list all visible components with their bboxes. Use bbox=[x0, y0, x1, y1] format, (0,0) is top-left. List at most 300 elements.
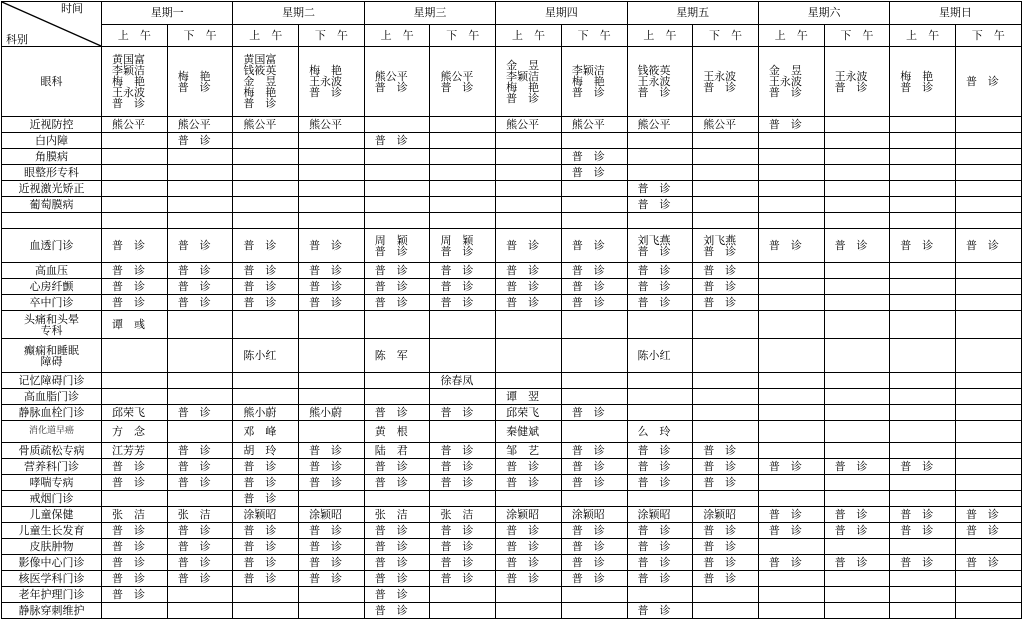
schedule-cell: 普 诊 bbox=[561, 459, 627, 475]
schedule-cell bbox=[430, 133, 496, 149]
schedule-cell bbox=[167, 197, 233, 213]
schedule-cell bbox=[561, 491, 627, 507]
schedule-cell bbox=[824, 133, 890, 149]
schedule-cell: 普 诊 bbox=[102, 459, 168, 475]
schedule-cell: 普 诊 bbox=[758, 507, 824, 523]
clinic-schedule-table bbox=[1, 1, 1022, 619]
schedule-cell bbox=[824, 339, 890, 373]
table-row bbox=[2, 295, 1022, 311]
table-row bbox=[2, 181, 1022, 197]
dept-name-cell: 眼整形专科 bbox=[2, 165, 102, 181]
schedule-cell: 涂颖昭 bbox=[233, 507, 299, 523]
schedule-cell: 普 诊 bbox=[496, 523, 562, 539]
schedule-cell: 普 诊 bbox=[167, 555, 233, 571]
schedule-cell: 普 诊 bbox=[233, 539, 299, 555]
schedule-cell: 王永波 普 诊 bbox=[693, 47, 759, 117]
schedule-cell: 熊公平 bbox=[627, 117, 693, 133]
schedule-cell: 谭 翌 bbox=[496, 389, 562, 405]
schedule-cell: 普 诊 bbox=[561, 165, 627, 181]
schedule-cell bbox=[758, 587, 824, 603]
schedule-cell bbox=[233, 587, 299, 603]
schedule-cell bbox=[102, 133, 168, 149]
schedule-cell: 普 诊 bbox=[364, 555, 430, 571]
schedule-cell: 普 诊 bbox=[430, 571, 496, 587]
schedule-cell: 涂颖昭 bbox=[627, 507, 693, 523]
half-day-header-row bbox=[2, 24, 1022, 47]
table-row bbox=[2, 523, 1022, 539]
schedule-cell: 江芳芳 bbox=[102, 443, 168, 459]
schedule-cell bbox=[430, 491, 496, 507]
schedule-cell: 黄国富 李颖洁 梅 艳 王永波 普 诊 bbox=[102, 47, 168, 117]
schedule-cell bbox=[890, 421, 956, 443]
schedule-cell: 普 诊 bbox=[430, 405, 496, 421]
schedule-cell: 普 诊 bbox=[167, 229, 233, 263]
schedule-cell bbox=[693, 165, 759, 181]
schedule-cell bbox=[890, 339, 956, 373]
dept-name-cell: 静脉血栓门诊 bbox=[2, 405, 102, 421]
dept-name-cell: 哮喘专病 bbox=[2, 475, 102, 491]
schedule-cell: 普 诊 bbox=[364, 279, 430, 295]
dept-name-cell: 心房纤颤 bbox=[2, 279, 102, 295]
schedule-cell: 普 诊 bbox=[693, 279, 759, 295]
schedule-cell bbox=[693, 587, 759, 603]
dept-name-cell: 消化道早癌 bbox=[2, 421, 102, 443]
schedule-cell: 普 诊 bbox=[233, 459, 299, 475]
schedule-cell: 张 洁 bbox=[364, 507, 430, 523]
schedule-cell bbox=[955, 571, 1021, 587]
schedule-cell: 普 诊 bbox=[496, 229, 562, 263]
dept-name-cell: 葡萄膜病 bbox=[2, 197, 102, 213]
schedule-cell: 邱荣飞 bbox=[102, 405, 168, 421]
schedule-cell bbox=[955, 279, 1021, 295]
schedule-cell bbox=[693, 389, 759, 405]
schedule-cell: 普 诊 bbox=[758, 459, 824, 475]
schedule-cell bbox=[233, 165, 299, 181]
schedule-cell: 普 诊 bbox=[824, 229, 890, 263]
schedule-cell: 普 诊 bbox=[693, 475, 759, 491]
schedule-cell: 普 诊 bbox=[627, 459, 693, 475]
schedule-cell: 普 诊 bbox=[299, 523, 365, 539]
schedule-cell: 普 诊 bbox=[233, 555, 299, 571]
schedule-cell bbox=[561, 197, 627, 213]
schedule-cell: 普 诊 bbox=[758, 523, 824, 539]
schedule-cell: 普 诊 bbox=[824, 459, 890, 475]
schedule-cell bbox=[824, 279, 890, 295]
schedule-cell bbox=[430, 197, 496, 213]
table-row bbox=[2, 603, 1022, 619]
schedule-cell bbox=[102, 165, 168, 181]
schedule-cell bbox=[102, 213, 168, 229]
schedule-cell bbox=[824, 373, 890, 389]
schedule-cell: 普 诊 bbox=[693, 523, 759, 539]
schedule-cell bbox=[890, 373, 956, 389]
schedule-cell bbox=[890, 149, 956, 165]
schedule-cell: 普 诊 bbox=[758, 555, 824, 571]
schedule-cell bbox=[561, 213, 627, 229]
afternoon-header: 下 午 bbox=[693, 24, 759, 47]
table-row bbox=[2, 339, 1022, 373]
schedule-cell bbox=[758, 279, 824, 295]
schedule-cell bbox=[890, 571, 956, 587]
schedule-cell bbox=[430, 311, 496, 339]
schedule-cell bbox=[496, 373, 562, 389]
schedule-cell bbox=[167, 603, 233, 619]
schedule-cell bbox=[758, 181, 824, 197]
schedule-cell: 熊公平 普 诊 bbox=[364, 47, 430, 117]
schedule-cell: 普 诊 bbox=[364, 295, 430, 311]
schedule-cell bbox=[955, 475, 1021, 491]
schedule-cell bbox=[496, 133, 562, 149]
schedule-cell: 普 诊 bbox=[167, 279, 233, 295]
schedule-cell: 刘飞燕 普 诊 bbox=[693, 229, 759, 263]
schedule-cell: 金 昱 李颖洁 梅 艳 普 诊 bbox=[496, 47, 562, 117]
schedule-cell bbox=[627, 149, 693, 165]
schedule-cell: 普 诊 bbox=[167, 523, 233, 539]
schedule-cell: 普 诊 bbox=[890, 523, 956, 539]
schedule-cell: 普 诊 bbox=[627, 295, 693, 311]
schedule-cell: 熊小蔚 bbox=[299, 405, 365, 421]
schedule-cell: 普 诊 bbox=[430, 555, 496, 571]
schedule-cell bbox=[167, 339, 233, 373]
corner-cell bbox=[2, 2, 102, 47]
schedule-cell bbox=[627, 311, 693, 339]
schedule-cell bbox=[299, 311, 365, 339]
schedule-cell: 普 诊 bbox=[693, 571, 759, 587]
schedule-cell bbox=[824, 443, 890, 459]
schedule-cell: 熊小蔚 bbox=[233, 405, 299, 421]
schedule-cell: 普 诊 bbox=[102, 587, 168, 603]
schedule-cell bbox=[955, 587, 1021, 603]
schedule-cell bbox=[233, 149, 299, 165]
afternoon-header: 下 午 bbox=[430, 24, 496, 47]
schedule-cell bbox=[496, 149, 562, 165]
table-row bbox=[2, 491, 1022, 507]
schedule-cell: 普 诊 bbox=[299, 555, 365, 571]
schedule-cell: 普 诊 bbox=[102, 539, 168, 555]
schedule-cell bbox=[758, 373, 824, 389]
schedule-cell: 普 诊 bbox=[299, 443, 365, 459]
schedule-cell bbox=[299, 181, 365, 197]
schedule-cell bbox=[430, 117, 496, 133]
dept-name-cell: 角膜病 bbox=[2, 149, 102, 165]
schedule-cell bbox=[693, 491, 759, 507]
schedule-cell: 徐春凤 bbox=[430, 373, 496, 389]
schedule-cell bbox=[890, 263, 956, 279]
morning-header: 上 午 bbox=[496, 24, 562, 47]
schedule-cell bbox=[496, 197, 562, 213]
morning-header: 上 午 bbox=[102, 24, 168, 47]
schedule-cell: 钱筱英 王永波 普 诊 bbox=[627, 47, 693, 117]
schedule-cell bbox=[561, 373, 627, 389]
table-row bbox=[2, 475, 1022, 491]
schedule-cell: 普 诊 bbox=[693, 295, 759, 311]
schedule-cell bbox=[561, 311, 627, 339]
schedule-cell bbox=[693, 181, 759, 197]
schedule-cell: 普 诊 bbox=[364, 539, 430, 555]
afternoon-header: 下 午 bbox=[299, 24, 365, 47]
table-row bbox=[2, 389, 1022, 405]
schedule-cell bbox=[364, 117, 430, 133]
table-row bbox=[2, 133, 1022, 149]
schedule-cell: 普 诊 bbox=[627, 197, 693, 213]
schedule-cell: 普 诊 bbox=[627, 555, 693, 571]
dept-name-cell: 老年护理门诊 bbox=[2, 587, 102, 603]
schedule-cell bbox=[824, 117, 890, 133]
schedule-cell bbox=[955, 149, 1021, 165]
schedule-cell bbox=[627, 165, 693, 181]
schedule-cell: 普 诊 bbox=[955, 47, 1021, 117]
schedule-cell: 普 诊 bbox=[627, 475, 693, 491]
dept-name-cell: 影像中心门诊 bbox=[2, 555, 102, 571]
schedule-cell bbox=[430, 389, 496, 405]
schedule-cell bbox=[627, 389, 693, 405]
morning-header: 上 午 bbox=[364, 24, 430, 47]
schedule-cell: 普 诊 bbox=[824, 555, 890, 571]
schedule-cell: 涂颖昭 bbox=[299, 507, 365, 523]
schedule-cell bbox=[364, 149, 430, 165]
dept-name-cell: 营养科门诊 bbox=[2, 459, 102, 475]
schedule-cell: 周 颖 普 诊 bbox=[364, 229, 430, 263]
schedule-cell bbox=[167, 181, 233, 197]
schedule-cell: 普 诊 bbox=[167, 263, 233, 279]
day-header: 星期一 bbox=[102, 2, 233, 25]
schedule-cell: 普 诊 bbox=[364, 405, 430, 421]
schedule-cell: 普 诊 bbox=[561, 149, 627, 165]
schedule-cell: 熊公平 普 诊 bbox=[430, 47, 496, 117]
schedule-cell bbox=[102, 491, 168, 507]
table-row bbox=[2, 373, 1022, 389]
schedule-cell bbox=[758, 539, 824, 555]
schedule-cell bbox=[364, 491, 430, 507]
schedule-cell bbox=[955, 459, 1021, 475]
schedule-cell: 普 诊 bbox=[299, 475, 365, 491]
schedule-cell bbox=[824, 587, 890, 603]
schedule-cell: 普 诊 bbox=[824, 523, 890, 539]
schedule-cell: 普 诊 bbox=[627, 571, 693, 587]
schedule-cell bbox=[955, 373, 1021, 389]
schedule-cell bbox=[299, 491, 365, 507]
schedule-cell bbox=[824, 389, 890, 405]
schedule-cell bbox=[890, 133, 956, 149]
schedule-cell bbox=[364, 311, 430, 339]
table-row bbox=[2, 213, 1022, 229]
table-row bbox=[2, 443, 1022, 459]
schedule-cell bbox=[627, 213, 693, 229]
schedule-cell bbox=[955, 405, 1021, 421]
time-label: 时间 bbox=[61, 2, 83, 15]
schedule-cell: 普 诊 bbox=[167, 539, 233, 555]
schedule-cell bbox=[955, 491, 1021, 507]
schedule-cell bbox=[758, 311, 824, 339]
schedule-cell bbox=[955, 539, 1021, 555]
schedule-cell bbox=[890, 603, 956, 619]
schedule-cell: 陈 军 bbox=[364, 339, 430, 373]
schedule-cell: 普 诊 bbox=[627, 181, 693, 197]
schedule-cell: 熊公平 bbox=[102, 117, 168, 133]
schedule-cell: 张 洁 bbox=[102, 507, 168, 523]
schedule-cell bbox=[167, 373, 233, 389]
dept-name-cell bbox=[2, 213, 102, 229]
schedule-cell bbox=[102, 339, 168, 373]
schedule-cell bbox=[496, 181, 562, 197]
schedule-cell bbox=[758, 133, 824, 149]
schedule-cell: 张 洁 bbox=[167, 507, 233, 523]
schedule-cell bbox=[758, 405, 824, 421]
schedule-cell: 熊公平 bbox=[299, 117, 365, 133]
schedule-cell bbox=[758, 603, 824, 619]
schedule-cell bbox=[299, 149, 365, 165]
schedule-cell: 普 诊 bbox=[364, 459, 430, 475]
schedule-cell: 普 诊 bbox=[496, 263, 562, 279]
schedule-cell bbox=[299, 587, 365, 603]
dept-name-cell: 近视防控 bbox=[2, 117, 102, 133]
schedule-cell bbox=[233, 373, 299, 389]
schedule-cell: 普 诊 bbox=[430, 459, 496, 475]
schedule-cell: 秦健斌 bbox=[496, 421, 562, 443]
schedule-cell bbox=[890, 587, 956, 603]
schedule-cell: 邹 艺 bbox=[496, 443, 562, 459]
schedule-cell: 方 念 bbox=[102, 421, 168, 443]
schedule-cell bbox=[693, 339, 759, 373]
schedule-cell: 普 诊 bbox=[167, 571, 233, 587]
schedule-cell: 普 诊 bbox=[102, 475, 168, 491]
schedule-cell bbox=[824, 405, 890, 421]
schedule-cell bbox=[890, 491, 956, 507]
schedule-cell: 普 诊 bbox=[233, 295, 299, 311]
schedule-cell bbox=[824, 571, 890, 587]
schedule-cell: 普 诊 bbox=[167, 459, 233, 475]
schedule-cell bbox=[364, 389, 430, 405]
schedule-cell bbox=[758, 295, 824, 311]
schedule-cell: 普 诊 bbox=[167, 133, 233, 149]
afternoon-header: 下 午 bbox=[955, 24, 1021, 47]
schedule-cell: 普 诊 bbox=[102, 279, 168, 295]
schedule-cell bbox=[693, 149, 759, 165]
schedule-cell: 张 洁 bbox=[430, 507, 496, 523]
schedule-cell bbox=[561, 587, 627, 603]
table-row bbox=[2, 459, 1022, 475]
schedule-cell bbox=[955, 181, 1021, 197]
schedule-cell bbox=[824, 491, 890, 507]
dept-name-cell: 儿童保健 bbox=[2, 507, 102, 523]
schedule-cell: 普 诊 bbox=[496, 475, 562, 491]
schedule-cell: 普 诊 bbox=[299, 279, 365, 295]
schedule-cell bbox=[890, 117, 956, 133]
morning-header: 上 午 bbox=[890, 24, 956, 47]
dept-name-cell: 癫痫和睡眠 障碍 bbox=[2, 339, 102, 373]
dept-name-cell: 卒中门诊 bbox=[2, 295, 102, 311]
dept-label: 科别 bbox=[6, 33, 28, 46]
schedule-cell bbox=[824, 603, 890, 619]
schedule-cell bbox=[890, 279, 956, 295]
morning-header: 上 午 bbox=[627, 24, 693, 47]
schedule-cell: 普 诊 bbox=[430, 295, 496, 311]
schedule-cell: 普 诊 bbox=[693, 459, 759, 475]
schedule-cell: 普 诊 bbox=[955, 229, 1021, 263]
schedule-cell bbox=[430, 149, 496, 165]
schedule-cell bbox=[955, 603, 1021, 619]
schedule-cell bbox=[890, 311, 956, 339]
schedule-cell: 普 诊 bbox=[693, 539, 759, 555]
schedule-cell: 普 诊 bbox=[890, 555, 956, 571]
schedule-cell bbox=[955, 339, 1021, 373]
schedule-body bbox=[2, 47, 1022, 619]
dept-name-cell: 眼科 bbox=[2, 47, 102, 117]
schedule-cell bbox=[693, 405, 759, 421]
dept-name-cell: 血透门诊 bbox=[2, 229, 102, 263]
schedule-cell bbox=[758, 165, 824, 181]
afternoon-header: 下 午 bbox=[824, 24, 890, 47]
schedule-cell: 普 诊 bbox=[824, 507, 890, 523]
schedule-cell bbox=[627, 133, 693, 149]
schedule-cell: 普 诊 bbox=[627, 263, 693, 279]
schedule-cell bbox=[102, 181, 168, 197]
schedule-cell bbox=[299, 213, 365, 229]
dept-name-cell: 白内障 bbox=[2, 133, 102, 149]
schedule-cell bbox=[890, 389, 956, 405]
dept-name-cell: 骨质疏松专病 bbox=[2, 443, 102, 459]
schedule-cell bbox=[496, 165, 562, 181]
schedule-cell: 普 诊 bbox=[561, 443, 627, 459]
table-row bbox=[2, 539, 1022, 555]
schedule-cell bbox=[955, 389, 1021, 405]
schedule-cell bbox=[102, 389, 168, 405]
schedule-cell bbox=[693, 197, 759, 213]
schedule-cell: 熊公平 bbox=[167, 117, 233, 133]
schedule-cell: 普 诊 bbox=[430, 539, 496, 555]
schedule-cell bbox=[496, 587, 562, 603]
schedule-cell bbox=[233, 603, 299, 619]
schedule-cell bbox=[561, 133, 627, 149]
schedule-cell: 普 诊 bbox=[102, 571, 168, 587]
schedule-cell bbox=[824, 475, 890, 491]
schedule-cell bbox=[627, 587, 693, 603]
table-row bbox=[2, 165, 1022, 181]
schedule-cell bbox=[890, 405, 956, 421]
schedule-cell: 普 诊 bbox=[364, 133, 430, 149]
schedule-cell: 普 诊 bbox=[496, 571, 562, 587]
schedule-cell bbox=[693, 133, 759, 149]
schedule-cell bbox=[693, 603, 759, 619]
schedule-cell: 普 诊 bbox=[496, 459, 562, 475]
schedule-cell: 黄国富 钱筱英 金 昱 梅 艳 普 诊 bbox=[233, 47, 299, 117]
schedule-cell bbox=[430, 165, 496, 181]
schedule-cell: 王永波 普 诊 bbox=[824, 47, 890, 117]
table-row bbox=[2, 587, 1022, 603]
table-row bbox=[2, 149, 1022, 165]
schedule-cell bbox=[693, 421, 759, 443]
schedule-cell bbox=[890, 539, 956, 555]
schedule-cell: 普 诊 bbox=[693, 263, 759, 279]
schedule-cell bbox=[758, 389, 824, 405]
schedule-cell bbox=[758, 475, 824, 491]
day-header: 星期二 bbox=[233, 2, 364, 25]
schedule-cell: 普 诊 bbox=[364, 603, 430, 619]
schedule-cell bbox=[824, 295, 890, 311]
schedule-cell bbox=[561, 181, 627, 197]
schedule-cell bbox=[693, 213, 759, 229]
schedule-cell bbox=[167, 491, 233, 507]
schedule-cell bbox=[102, 149, 168, 165]
schedule-cell: 邱荣飞 bbox=[496, 405, 562, 421]
schedule-cell: 普 诊 bbox=[627, 603, 693, 619]
schedule-cell bbox=[955, 165, 1021, 181]
schedule-cell: 普 诊 bbox=[299, 229, 365, 263]
schedule-cell: 普 诊 bbox=[102, 229, 168, 263]
schedule-cell: 普 诊 bbox=[364, 571, 430, 587]
schedule-cell bbox=[167, 213, 233, 229]
schedule-cell bbox=[364, 181, 430, 197]
